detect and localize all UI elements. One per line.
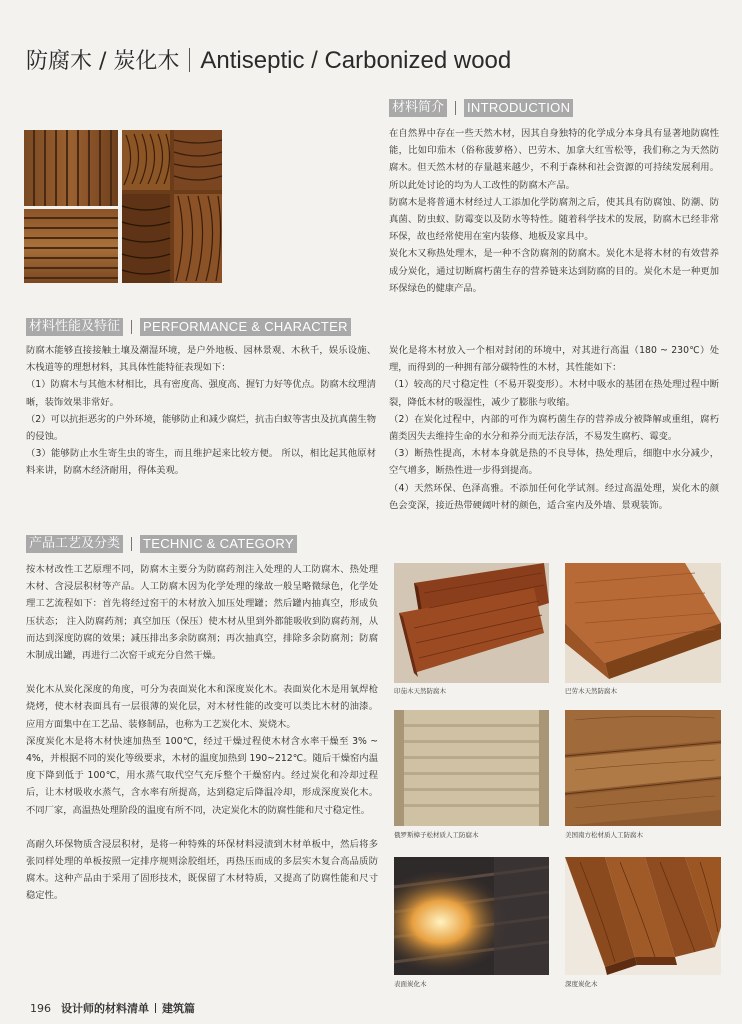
wood-panels-photo: [24, 130, 222, 283]
page-number: 196: [30, 1002, 51, 1015]
intro-paragraph: 在自然界中存在一些天然木材，因其自身独特的化学成分本身具有显著地防腐性能，比如印茄木（俗称菠萝格）、巴劳木、加拿大红雪松等，我们称之为天然防腐木。但天然木材的存量越来越少，不利于森林和社会资源的可持续发展利用。所以此处讨论的均为人工改性的防腐木产品。: [389, 128, 719, 191]
photo-caption: 深度炭化木: [565, 980, 598, 988]
technic-paragraph: 炭化木从炭化深度的角度，可分为表面炭化木和深度炭化木。表面炭化木是用氧焊枪烧烤，使木材表面具有一层很薄的炭化层，对木材性能的改变可以类比木材的油漆。应用方面集中在工艺品、装修制品，也称为工艺炭化木、炭烧木。: [26, 684, 378, 730]
performance-paragraph: （1）防腐木与其他木材相比，具有密度高、强度高、握钉力好等优点。防腐木纹理清晰，装饰效果非常好。: [26, 379, 376, 408]
title-divider: [189, 48, 190, 72]
title-cn: 防腐木 / 炭化木: [26, 49, 180, 74]
merbau-wood-illustration: [394, 563, 549, 683]
page-title: [26, 44, 511, 75]
pine-treated-wood-illustration: [394, 710, 549, 826]
intro-heading-cn: 材料简介: [389, 99, 447, 117]
performance-left-text: [26, 342, 376, 480]
photo-caption: 巴劳木天然防腐木: [565, 687, 617, 695]
intro-text: [389, 125, 719, 297]
photo-caption: 印茄木天然防腐木: [394, 687, 446, 695]
intro-paragraph: 防腐木是将普通木材经过人工添加化学防腐剂之后，使其具有防腐蚀、防潮、防真菌、防虫蚁、防霉变以及防水等特性。随着科学技术的发展，防腐木已经非常环保，故也经常使用在室内装修、地板及家具中。: [389, 196, 719, 243]
heading-divider: [131, 537, 132, 551]
performance-paragraph: （3）能够防止水生寄生虫的寄生，而且维护起来比较方便。 所以，相比起其他原材料来讲，防腐木经济耐用，得体美观。: [26, 448, 376, 477]
book-title: 设计师的材料清单: [61, 1002, 149, 1015]
intro-heading: [389, 99, 573, 117]
footer-divider: [155, 1003, 156, 1013]
performance-paragraph: （1）较高的尺寸稳定性（不易开裂变形）。木材中吸水的基团在热处理过程中断裂，降低木材的吸湿性，减少了膨胀与收缩。: [389, 379, 719, 408]
southern-pine-wood-photo: [565, 710, 721, 826]
technic-text: [26, 561, 378, 905]
technic-paragraph: 高耐久环保物质含浸层积材，是将一种特殊的环保材料浸渍到木材单板中，然后将多张同样处理的单板按照一定排序规则涂胶组坯，再热压而成的多层实木复合高品质防腐木。这种产品由于采用了固形技术，既保留了木材特质，又提高了防腐性能和尺寸稳定性。: [26, 838, 378, 902]
performance-paragraph: （4）天然环保、色泽高雅。不添加任何化学试剂。经过高温处理，炭化木的颜色会变深，接近热带硬阔叶材的颜色，适合室内及外墙、景观装饰。: [389, 482, 719, 511]
technic-paragraph: 深度炭化木是将木材快速加热至 100℃，经过干燥过程使木材含水率干燥至 3% ~ 4%，并根据不同的炭化等级要求，木材的温度加热到 190~212℃。随后干燥窑内温度下降到低于 100℃，用水蒸气取代空气充斥整个干燥窑内。经过炭化和冷却过程后，让木材吸收水蒸气，含水率有所提高，达到稳定后降温冷却，形成深度炭化木。不同厂家，高温热处理阶段的温度有所不同，决定炭化木的防腐性能和尺寸稳定性。: [26, 735, 378, 816]
performance-paragraph: （3）断热性提高，木材本身就是热的不良导体，热处理后，细胞中水分减少，空气增多，断热性进一步得到提高。: [389, 448, 719, 477]
performance-paragraph: （2）可以抗拒恶劣的户外环境，能够防止和减少腐烂，抗击白蚁等害虫及抗真菌生物的侵蚀。: [26, 413, 376, 443]
page-footer: [30, 1000, 195, 1016]
title-en: Antiseptic / Carbonized wood: [200, 47, 512, 74]
heading-divider: [131, 320, 132, 334]
surface-carbonized-wood-photo: [394, 857, 549, 975]
photo-caption: 美国南方松材质人工防腐木: [565, 831, 643, 839]
surface-carbonized-wood-illustration: [394, 857, 549, 975]
performance-paragraph: 炭化是将木材放入一个相对封闭的环境中，对其进行高温（180 ~ 230℃）处理，而得到的一种拥有部分碳特性的木材，其性能如下：: [389, 345, 719, 374]
photo-caption: 表面炭化木: [394, 980, 427, 988]
technic-heading-cn: 产品工艺及分类: [26, 535, 123, 553]
performance-paragraph: （2）在炭化过程中，内部的可作为腐朽菌生存的营养成分被降解或重组，腐朽菌类因失去维持生命的水分和养分而无法存活，不易发生腐朽、霉变。: [389, 413, 719, 443]
heading-divider: [455, 101, 456, 115]
technic-paragraph: 按木材改性工艺原理不同，防腐木主要分为防腐药剂注入处理的人工防腐木、热处理木材、含浸层积材等产品。人工防腐木因为化学处理的缘故一般呈略微绿色，化学处理工艺流程如下：首先将经过窑干的木材放入加压处理罐；然后罐内抽真空，形成负压状态； 注入防腐药剂；真空加压（保压）使木材从里到外都能吸收到防腐药剂，从而达到深度防腐的效果；减压排出多余防腐剂；再次抽真空，排除多余防腐剂；防腐木制成出罐，再进行二次窑干或充分自然干燥。: [26, 564, 378, 662]
technic-heading-en: TECHNIC & CATEGORY: [140, 535, 297, 553]
performance-heading: [26, 318, 351, 336]
pine-treated-wood-photo: [394, 710, 549, 826]
performance-right-text: [389, 342, 719, 514]
intro-heading-en: INTRODUCTION: [464, 99, 573, 117]
performance-heading-cn: 材料性能及特征: [26, 318, 123, 336]
wood-panels-illustration: [24, 130, 222, 283]
photo-caption: 俄罗斯樟子松材质人工防腐木: [394, 831, 479, 839]
performance-paragraph: 防腐木能够直接接触土壤及潮湿环境，是户外地板、园林景观、木秋千，娱乐设施、木栈道等的理想材料，其具体性能特征表现如下：: [26, 345, 376, 374]
deep-carbonized-wood-illustration: [565, 857, 721, 975]
intro-paragraph: 炭化木又称热处理木，是一种不含防腐剂的防腐木。炭化木是将木材的有效营养成分炭化，通过切断腐朽菌生存的营养链来达到防腐的目的。炭化木是一种更加环保绿色的健康产品。: [389, 248, 719, 294]
deep-carbonized-wood-photo: [565, 857, 721, 975]
technic-heading: [26, 535, 297, 553]
merbau-wood-photo: [394, 563, 549, 683]
performance-heading-en: PERFORMANCE & CHARACTER: [140, 318, 351, 336]
bangkirai-wood-illustration: [565, 563, 721, 683]
bangkirai-wood-photo: [565, 563, 721, 683]
southern-pine-wood-illustration: [565, 710, 721, 826]
chapter-name: 建筑篇: [162, 1002, 195, 1015]
